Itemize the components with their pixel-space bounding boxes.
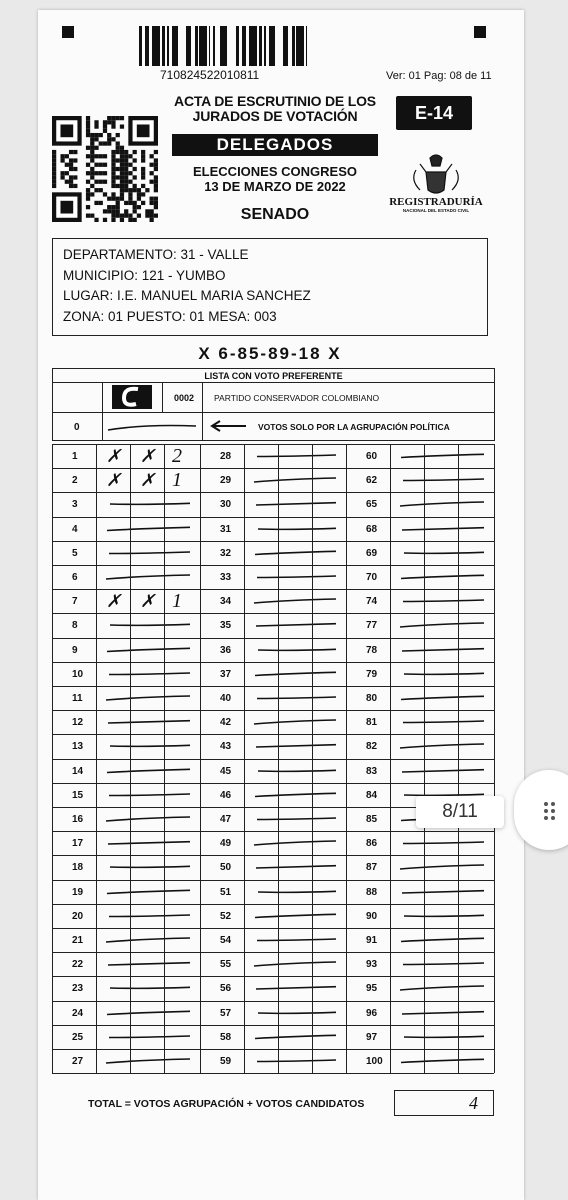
handwritten-cancel-line (250, 885, 344, 899)
table-rule (52, 412, 495, 413)
void-mark: ✗ (106, 591, 122, 612)
handwritten-cancel-line (250, 473, 344, 487)
table-rule (52, 952, 200, 953)
table-rule (346, 880, 494, 881)
table-rule (346, 759, 494, 760)
handwritten-cancel-line (102, 1030, 198, 1044)
handwritten-cancel-line (102, 715, 198, 729)
table-rule (52, 638, 200, 639)
table-rule (346, 734, 494, 735)
candidate-number: 97 (366, 1031, 378, 1043)
party-only-label: VOTOS SOLO POR LA AGRUPACIÓN POLÍTICA (258, 422, 450, 432)
election-info (170, 164, 380, 194)
table-rule (52, 613, 200, 614)
handwritten-cancel-line (102, 522, 198, 536)
candidate-number: 37 (220, 668, 232, 680)
candidate-number: 95 (366, 983, 378, 995)
table-rule (346, 783, 494, 784)
table-rule (162, 382, 163, 412)
table-rule (200, 638, 346, 639)
handwritten-cancel-line (250, 594, 344, 608)
handwritten-cancel-line (396, 618, 492, 632)
table-rule (200, 1001, 346, 1002)
handwritten-cancel-line (102, 764, 198, 778)
handwritten-cancel-line (396, 473, 492, 487)
title-line: JURADOS DE VOTACIÓN (192, 108, 358, 124)
candidate-number: 8 (72, 620, 78, 632)
table-rule (200, 565, 346, 566)
table-rule (52, 662, 200, 663)
handwritten-cancel-line (250, 981, 344, 995)
candidate-number: 1 (72, 451, 78, 462)
candidate-number: 88 (366, 886, 378, 898)
table-rule (200, 928, 346, 929)
handwritten-cancel-line (250, 739, 344, 753)
handwritten-cancel-line (250, 497, 344, 511)
candidate-number: 51 (220, 886, 232, 898)
handwritten-cancel-line (250, 449, 344, 463)
candidate-number: 52 (220, 910, 232, 922)
handwritten-cancel-line (396, 691, 492, 705)
candidate-number: 74 (366, 596, 378, 608)
table-rule (52, 710, 200, 711)
handwritten-cancel-line (250, 933, 344, 947)
handwritten-cancel-line (250, 667, 344, 681)
candidate-number: 96 (366, 1007, 378, 1019)
table-rule (200, 952, 346, 953)
candidate-number: 32 (220, 547, 232, 559)
registration-mark (474, 26, 486, 38)
barcode (130, 26, 310, 66)
table-rule (52, 855, 200, 856)
table-rule (52, 1073, 200, 1074)
table-rule (200, 783, 346, 784)
lugar: LUGAR: I.E. MANUEL MARIA SANCHEZ (63, 288, 311, 303)
table-rule (52, 517, 200, 518)
party-only-row-number: 0 (74, 422, 80, 433)
table-rule (346, 541, 494, 542)
table-rule (52, 807, 200, 808)
table-rule (202, 382, 203, 412)
table-rule (200, 880, 346, 881)
candidate-number: 22 (72, 959, 84, 971)
table-rule (346, 1073, 494, 1074)
handwritten-cancel-line (396, 909, 492, 923)
registration-mark (62, 26, 74, 38)
version-page: Ver: 01 Pag: 08 de 11 (386, 70, 492, 82)
table-rule (52, 831, 200, 832)
handwritten-cancel-line (102, 957, 198, 971)
candidate-number: 3 (72, 499, 78, 511)
party-name: PARTIDO CONSERVADOR COLOMBIANO (214, 393, 380, 403)
table-rule (200, 904, 346, 905)
barcode-number: 710824522010811 (160, 68, 260, 82)
candidate-number: 58 (220, 1031, 232, 1043)
handwritten-cancel-line (102, 981, 198, 995)
handwritten-vote: 1 (172, 590, 182, 613)
candidate-number: 65 (366, 499, 378, 511)
handwritten-cancel-line (396, 933, 492, 947)
delegados-banner: DELEGADOS (172, 134, 378, 156)
candidate-number: 70 (366, 572, 378, 583)
table-rule (346, 638, 494, 639)
list-header: LISTA CON VOTO PREFERENTE (204, 371, 343, 381)
election-name: ELECCIONES CONGRESO (193, 164, 357, 179)
candidate-number: 54 (220, 935, 232, 946)
votes-table (52, 368, 495, 1084)
candidate-number: 4 (72, 523, 78, 535)
table-rule (52, 783, 200, 784)
void-mark: ✗ (140, 470, 156, 491)
registry-subtitle: NACIONAL DEL ESTADO CIVIL (402, 208, 470, 213)
candidate-number: 18 (72, 862, 84, 874)
table-rule (52, 382, 495, 383)
handwritten-cancel-line (396, 836, 492, 850)
table-rule (346, 1049, 494, 1050)
table-rule (200, 662, 346, 663)
handwritten-cancel-line (250, 618, 344, 632)
handwritten-cancel-line (250, 643, 344, 657)
table-rule (52, 1001, 200, 1002)
void-mark: ✗ (106, 446, 122, 466)
scroll-handle[interactable] (514, 770, 568, 850)
table-rule (346, 952, 494, 953)
candidate-number: 60 (366, 451, 378, 462)
party-logo-icon (112, 385, 152, 409)
candidate-number: 68 (366, 523, 378, 535)
candidate-number: 91 (366, 935, 378, 946)
candidate-number: 13 (72, 741, 84, 753)
handwritten-cancel-line (250, 909, 344, 923)
candidate-number: 30 (220, 499, 232, 511)
table-rule (200, 613, 346, 614)
candidate-number: 80 (366, 693, 378, 704)
table-rule (200, 492, 346, 493)
candidate-number: 42 (220, 717, 232, 729)
table-rule (200, 444, 346, 445)
table-rule (200, 976, 346, 977)
candidate-number: 86 (366, 838, 378, 850)
table-rule (200, 807, 346, 808)
candidate-number: 82 (366, 741, 378, 753)
registry-name: REGISTRADURÍA (389, 196, 483, 208)
table-rule (200, 1025, 346, 1026)
handwritten-cancel-line (102, 739, 198, 753)
table-rule (52, 444, 200, 445)
handwritten-cancel-line (396, 667, 492, 681)
candidate-number: 7 (72, 596, 78, 608)
table-rule (346, 855, 494, 856)
handwritten-cancel-line (102, 860, 198, 874)
table-rule (200, 517, 346, 518)
candidate-number: 33 (220, 572, 232, 583)
total-label: TOTAL = VOTOS AGRUPACIÓN + VOTOS CANDIDATOS (88, 1098, 365, 1110)
table-rule (346, 831, 494, 832)
candidate-number: 47 (220, 814, 232, 825)
handwritten-cancel-line (396, 885, 492, 899)
candidate-number: 69 (366, 547, 378, 559)
candidate-number: 34 (220, 596, 232, 608)
table-rule (346, 589, 494, 590)
candidate-number: 36 (220, 644, 232, 656)
candidate-number: 87 (366, 862, 378, 874)
candidate-number: 40 (220, 693, 232, 704)
table-rule (346, 904, 494, 905)
total-value: 4 (469, 1093, 478, 1113)
table-rule (346, 492, 494, 493)
candidate-number: 6 (72, 572, 78, 583)
candidate-number: 25 (72, 1031, 84, 1043)
table-rule (346, 686, 494, 687)
void-mark: ✗ (106, 470, 122, 491)
candidate-number: 59 (220, 1056, 232, 1067)
handwritten-cancel-line (102, 836, 198, 850)
candidate-number: 78 (366, 644, 378, 656)
candidate-number: 9 (72, 644, 78, 656)
candidate-number: 20 (72, 910, 84, 922)
table-rule (346, 613, 494, 614)
election-date: 13 DE MARZO DE 2022 (204, 179, 346, 194)
handwritten-cancel-line (396, 981, 492, 995)
handwritten-cancel-line (396, 1030, 492, 1044)
table-rule (52, 686, 200, 687)
candidate-number: 100 (366, 1056, 383, 1067)
table-rule (346, 517, 494, 518)
candidate-number: 28 (220, 451, 232, 462)
table-rule (52, 759, 200, 760)
candidate-number: 27 (72, 1056, 84, 1067)
candidate-number: 31 (220, 523, 232, 535)
handwritten-cancel-line (250, 1030, 344, 1044)
handwritten-cancel-line (102, 691, 198, 705)
candidate-number: 24 (72, 1007, 84, 1019)
handwritten-cancel-line (250, 812, 344, 826)
handwritten-cancel-line (396, 715, 492, 729)
handwritten-cancel-line (396, 739, 492, 753)
handwritten-cancel-line (102, 618, 198, 632)
table-rule (52, 492, 200, 493)
handwritten-cancel-line (102, 812, 198, 826)
candidate-number: 23 (72, 983, 84, 995)
handwritten-cancel-line (250, 715, 344, 729)
handwritten-cancel-line (396, 594, 492, 608)
handwritten-cancel-line (250, 957, 344, 971)
handwritten-cancel-line (250, 1054, 344, 1068)
table-rule (52, 928, 200, 929)
table-rule (52, 440, 495, 441)
candidate-number: 50 (220, 862, 232, 874)
table-rule (52, 904, 200, 905)
arrow-left-icon (208, 420, 248, 432)
handwritten-cancel-line (102, 788, 198, 802)
handwritten-cancel-line (250, 522, 344, 536)
candidate-number: 10 (72, 668, 84, 680)
handwritten-cancel-line (396, 1054, 492, 1068)
candidate-number: 55 (220, 959, 232, 971)
total-box (394, 1090, 494, 1116)
table-rule (52, 976, 200, 977)
table-rule (200, 468, 346, 469)
handwritten-cancel-line (250, 836, 344, 850)
handwritten-cancel-line (102, 570, 198, 584)
candidate-number: 21 (72, 935, 84, 946)
handwritten-cancel-line (396, 497, 492, 511)
candidate-number: 11 (72, 693, 83, 704)
candidate-number: 45 (220, 765, 232, 777)
candidate-number: 49 (220, 838, 232, 850)
candidate-number: 56 (220, 983, 232, 995)
handwritten-cancel-line (102, 546, 198, 560)
handwritten-cancel-line (396, 860, 492, 874)
handwritten-cancel-line (102, 885, 198, 899)
table-rule (200, 710, 346, 711)
table-rule (346, 662, 494, 663)
table-rule (200, 734, 346, 735)
handwritten-cancel-line (104, 420, 204, 434)
page-indicator: 8/11 (416, 796, 504, 828)
title-line: ACTA DE ESCRUTINIO DE LOS (174, 93, 376, 109)
table-rule (494, 368, 495, 440)
candidate-number: 46 (220, 789, 232, 801)
candidate-number: 85 (366, 814, 378, 825)
table-rule (494, 444, 495, 1073)
candidate-number: 17 (72, 838, 84, 850)
handwritten-cancel-line (102, 909, 198, 923)
handwritten-cancel-line (102, 643, 198, 657)
table-rule (346, 565, 494, 566)
handwritten-cancel-line (396, 957, 492, 971)
candidate-number: 57 (220, 1007, 232, 1019)
handwritten-cancel-line (396, 1006, 492, 1020)
table-rule (52, 1049, 200, 1050)
table-rule (200, 1073, 346, 1074)
candidate-number: 29 (220, 475, 232, 487)
handwritten-cancel-line (102, 933, 198, 947)
table-rule (102, 382, 103, 440)
handwritten-cancel-line (250, 570, 344, 584)
candidate-number: 15 (72, 789, 84, 801)
table-rule (346, 444, 494, 445)
departamento: DEPARTAMENTO: 31 - VALLE (63, 247, 249, 262)
candidate-number: 81 (366, 717, 378, 729)
table-rule (52, 368, 53, 440)
municipio: MUNICIPIO: 121 - YUMBO (63, 267, 226, 283)
table-rule (52, 734, 200, 735)
table-rule (52, 1025, 200, 1026)
table-rule (200, 831, 346, 832)
handwritten-cancel-line (250, 788, 344, 802)
handwritten-cancel-line (396, 643, 492, 657)
handwritten-cancel-line (250, 860, 344, 874)
handwritten-vote: 1 (172, 469, 182, 492)
void-mark: ✗ (140, 591, 156, 612)
handwritten-cancel-line (250, 1006, 344, 1020)
qr-code (52, 116, 158, 222)
candidate-number: 19 (72, 886, 84, 898)
table-rule (52, 468, 200, 469)
table-rule (52, 565, 200, 566)
handwritten-cancel-line (102, 1006, 198, 1020)
void-mark: ✗ (140, 446, 156, 466)
candidate-number: 93 (366, 959, 378, 971)
handwritten-vote: 2 (172, 445, 182, 467)
candidate-number: 35 (220, 620, 232, 632)
candidate-number: 62 (366, 475, 378, 487)
candidate-number: 83 (366, 765, 378, 777)
candidate-number: 84 (366, 789, 378, 801)
table-rule (52, 589, 200, 590)
handwritten-cancel-line (102, 667, 198, 681)
table-rule (346, 468, 494, 469)
handwritten-cancel-line (396, 522, 492, 536)
handwritten-cancel-line (250, 691, 344, 705)
candidate-number: 16 (72, 814, 84, 825)
table-rule (52, 880, 200, 881)
handwritten-cancel-line (250, 546, 344, 560)
document-title (170, 94, 380, 124)
handwritten-cancel-line (396, 764, 492, 778)
table-rule (200, 759, 346, 760)
table-rule (200, 686, 346, 687)
candidate-number: 43 (220, 741, 232, 753)
table-rule (200, 541, 346, 542)
candidate-number: 90 (366, 910, 378, 922)
table-rule (346, 976, 494, 977)
drag-dots-icon[interactable] (544, 802, 556, 822)
zona-puesto-mesa: ZONA: 01 PUESTO: 01 MESA: 003 (63, 308, 277, 324)
table-rule (346, 1001, 494, 1002)
candidate-number: 79 (366, 668, 378, 680)
candidate-number: 5 (72, 547, 78, 559)
table-rule (52, 541, 200, 542)
handwritten-cancel-line (250, 764, 344, 778)
table-rule (346, 1025, 494, 1026)
table-rule (200, 589, 346, 590)
party-code: 0002 (174, 393, 195, 403)
verification-code: X 6-85-89-18 X (198, 344, 342, 363)
table-rule (200, 1049, 346, 1050)
handwritten-cancel-line (396, 449, 492, 463)
candidate-number: 77 (366, 620, 378, 632)
candidate-number: 2 (72, 475, 78, 487)
form-code: E-14 (396, 96, 472, 130)
candidate-number: 14 (72, 765, 84, 777)
handwritten-cancel-line (396, 546, 492, 560)
handwritten-cancel-line (396, 570, 492, 584)
handwritten-cancel-line (102, 1054, 198, 1068)
handwritten-cancel-line (102, 497, 198, 511)
candidate-number: 12 (72, 717, 84, 729)
corporation: SENADO (240, 206, 310, 223)
party-logo (112, 385, 152, 409)
location-box (52, 238, 488, 336)
table-rule (346, 710, 494, 711)
table-rule (200, 855, 346, 856)
table-rule (52, 368, 495, 369)
table-rule (346, 928, 494, 929)
